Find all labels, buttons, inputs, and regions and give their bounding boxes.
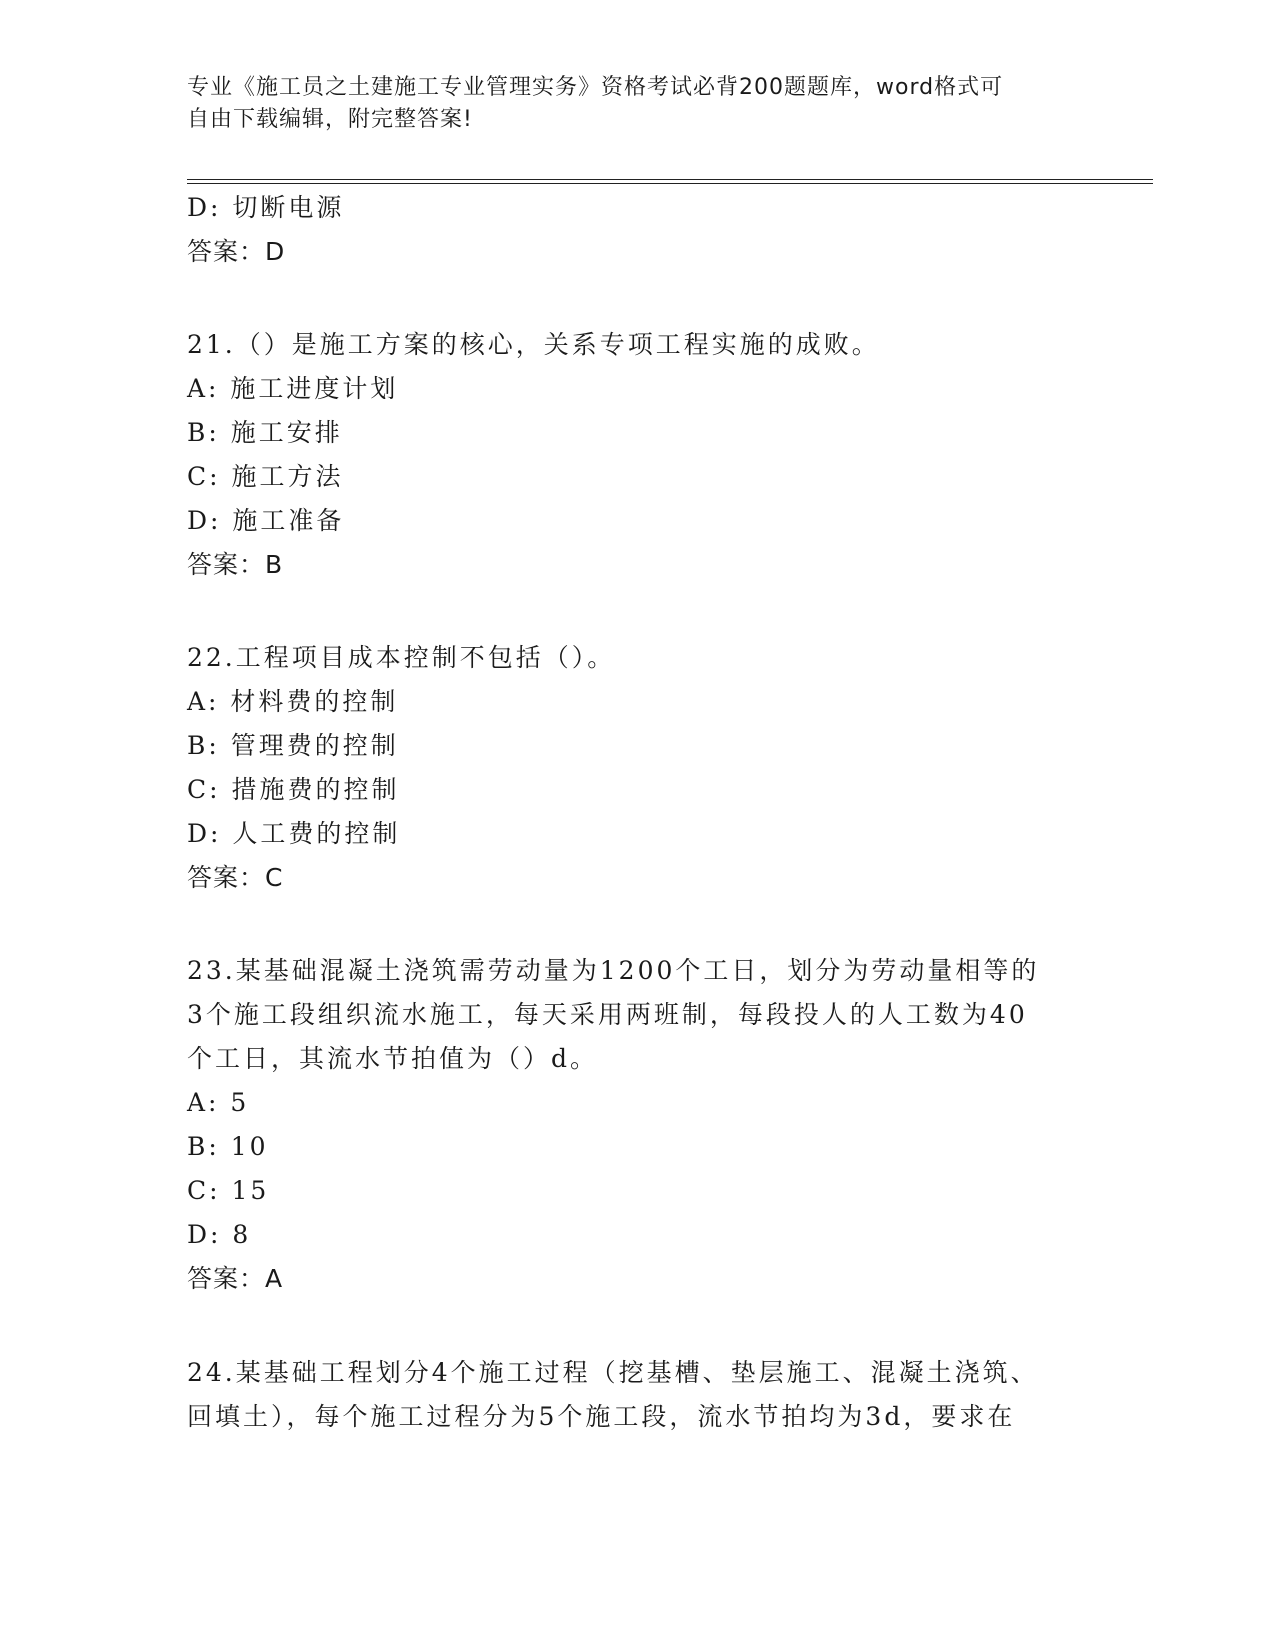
option-c: C: 施工方法 [187, 462, 344, 491]
page-header [187, 72, 1067, 136]
question-21: 21.（）是施工方案的核心，关系专项工程实施的成败。 [187, 330, 880, 359]
option-c: C: 15 [187, 1176, 270, 1205]
header-divider-top [187, 179, 1153, 180]
option-d: D: 切断电源 [187, 193, 345, 222]
option-a: A: 施工进度计划 [187, 374, 399, 403]
answer-line: 答案：A [187, 1264, 284, 1293]
option-d: D: 8 [187, 1220, 252, 1249]
question-22: 22.工程项目成本控制不包括（）。 [187, 643, 616, 672]
question-24-line-1: 24.某基础工程划分4个施工过程（挖基槽、垫层施工、混凝土浇筑、 [187, 1358, 1039, 1387]
question-24-line-2: 回填土），每个施工过程分为5个施工段，流水节拍均为3d，要求在 [187, 1402, 1016, 1431]
option-a: A: 5 [187, 1088, 250, 1117]
question-23-line-2: 3个施工段组织流水施工，每天采用两班制，每段投人的人工数为40 [187, 1000, 1028, 1029]
answer-line: 答案：B [187, 550, 284, 579]
option-a: A: 材料费的控制 [187, 687, 399, 716]
question-23-line-1: 23.某基础混凝土浇筑需劳动量为1200个工日，划分为劳动量相等的 [187, 956, 1040, 985]
option-d: D: 人工费的控制 [187, 819, 401, 848]
header-line-2: 自由下载编辑，附完整答案! [187, 107, 473, 132]
answer-line: 答案：D [187, 237, 286, 266]
option-b: B: 施工安排 [187, 418, 343, 447]
question-23-line-3: 个工日，其流水节拍值为（）d。 [187, 1044, 599, 1073]
option-b: B: 10 [187, 1132, 269, 1161]
header-divider-bottom [187, 183, 1153, 184]
option-b: B: 管理费的控制 [187, 731, 399, 760]
header-line-1: 专业《施工员之土建施工专业管理实务》资格考试必背200题题库，word格式可 [187, 75, 1004, 100]
option-c: C: 措施费的控制 [187, 775, 400, 804]
option-d: D: 施工准备 [187, 506, 345, 535]
answer-line: 答案：C [187, 863, 284, 892]
